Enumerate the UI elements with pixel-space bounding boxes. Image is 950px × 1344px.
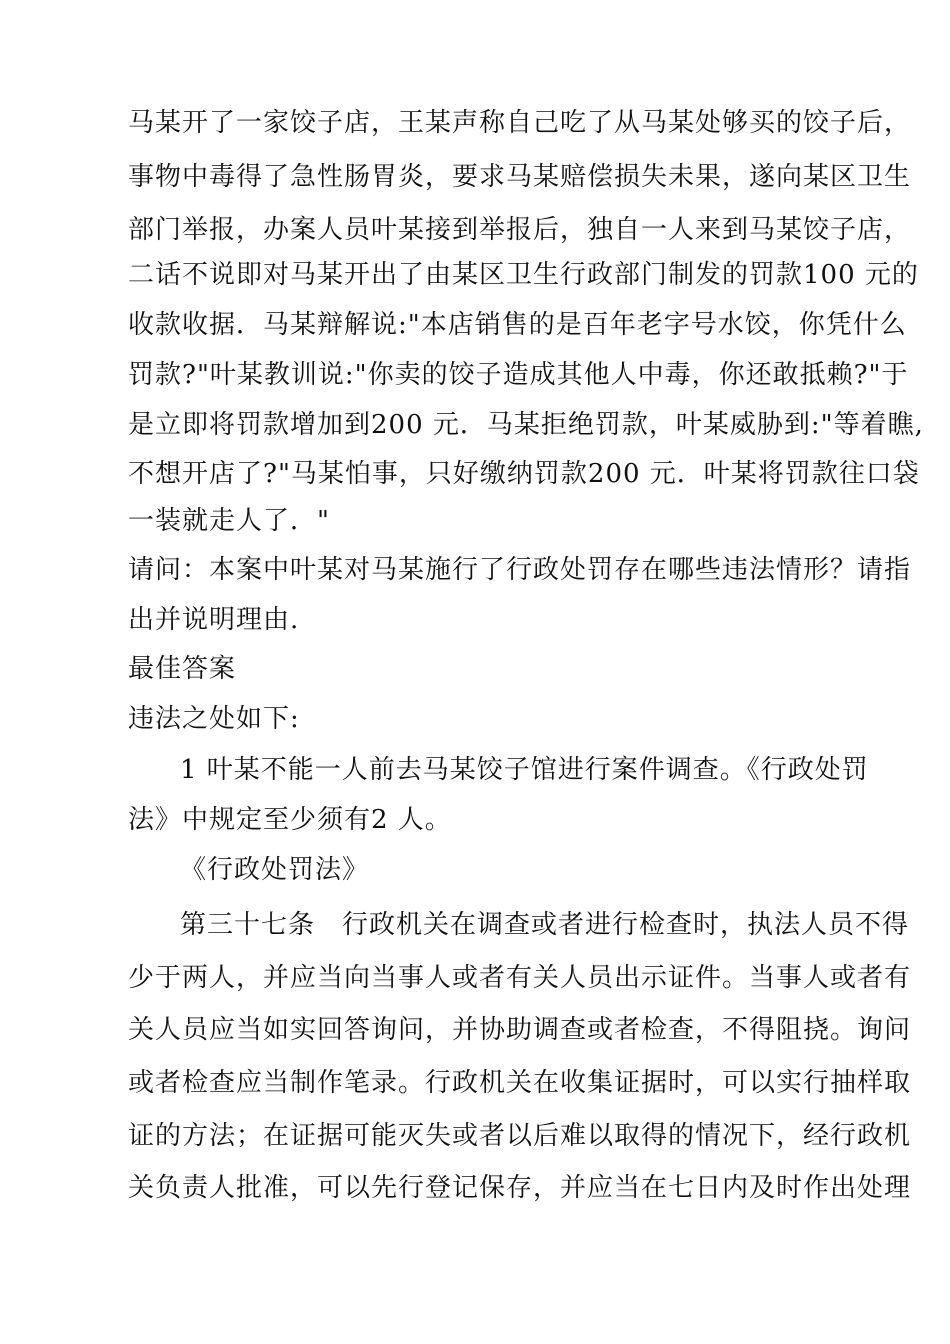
article-line: 证的方法；在证据可能灭失或者以后难以取得的情况下，经行政机 bbox=[128, 1121, 912, 1151]
case-text-line: 部门举报，办案人员叶某接到举报后，独自一人来到马某饺子店， bbox=[128, 215, 912, 245]
case-text-line: 事物中毒得了急性肠胃炎，要求马某赔偿损失未果，遂向某区卫生 bbox=[128, 162, 912, 192]
point-1-line: 法》中规定至少须有2 人。 bbox=[128, 805, 452, 835]
article-line: 第三十七条 行政机关在调查或者进行检查时，执法人员不得 bbox=[180, 910, 910, 940]
article-line: 关负责人批准，可以先行登记保存，并应当在七日内及时作出处理 bbox=[128, 1173, 912, 1203]
article-line: 关人员应当如实回答询问，并协助调查或者检查，不得阻挠。询问 bbox=[128, 1015, 912, 1045]
case-text-line: 是立即将罚款增加到200 元．马某拒绝罚款，叶某威胁到:"等着瞧, bbox=[128, 410, 924, 440]
article-line: 少于两人，并应当向当事人或者有关人员出示证件。当事人或者有 bbox=[128, 963, 912, 993]
case-text-line: 马某开了一家饺子店，王某声称自己吃了从马某处够买的饺子后， bbox=[128, 108, 912, 138]
case-text-line: 二话不说即对马某开出了由某区卫生行政部门制发的罚款100 元的 bbox=[128, 260, 919, 290]
case-text-line: 一装就走人了．" bbox=[128, 506, 330, 536]
question-line: 请问：本案中叶某对马某施行了行政处罚存在哪些违法情形？请指 bbox=[128, 555, 912, 585]
violations-intro: 违法之处如下: bbox=[128, 704, 300, 734]
law-title: 《行政处罚法》 bbox=[180, 855, 370, 885]
answer-heading: 最佳答案 bbox=[128, 654, 237, 684]
case-text-line: 罚款?"叶某教训说:"你卖的饺子造成其他人中毒，你还敢抵赖?"于 bbox=[128, 360, 909, 390]
case-text-line: 收款收据．马某辩解说:"本店销售的是百年老字号水饺，你凭什么 bbox=[128, 310, 907, 340]
question-line: 出并说明理由. bbox=[128, 605, 300, 635]
point-1-line: 1 叶某不能一人前去马某饺子馆进行案件调查。《行政处罚 bbox=[180, 755, 869, 785]
case-text-line: 不想开店了?"马某怕事，只好缴纳罚款200 元．叶某将罚款往口袋 bbox=[128, 459, 920, 489]
article-line: 或者检查应当制作笔录。行政机关在收集证据时，可以实行抽样取 bbox=[128, 1068, 912, 1098]
